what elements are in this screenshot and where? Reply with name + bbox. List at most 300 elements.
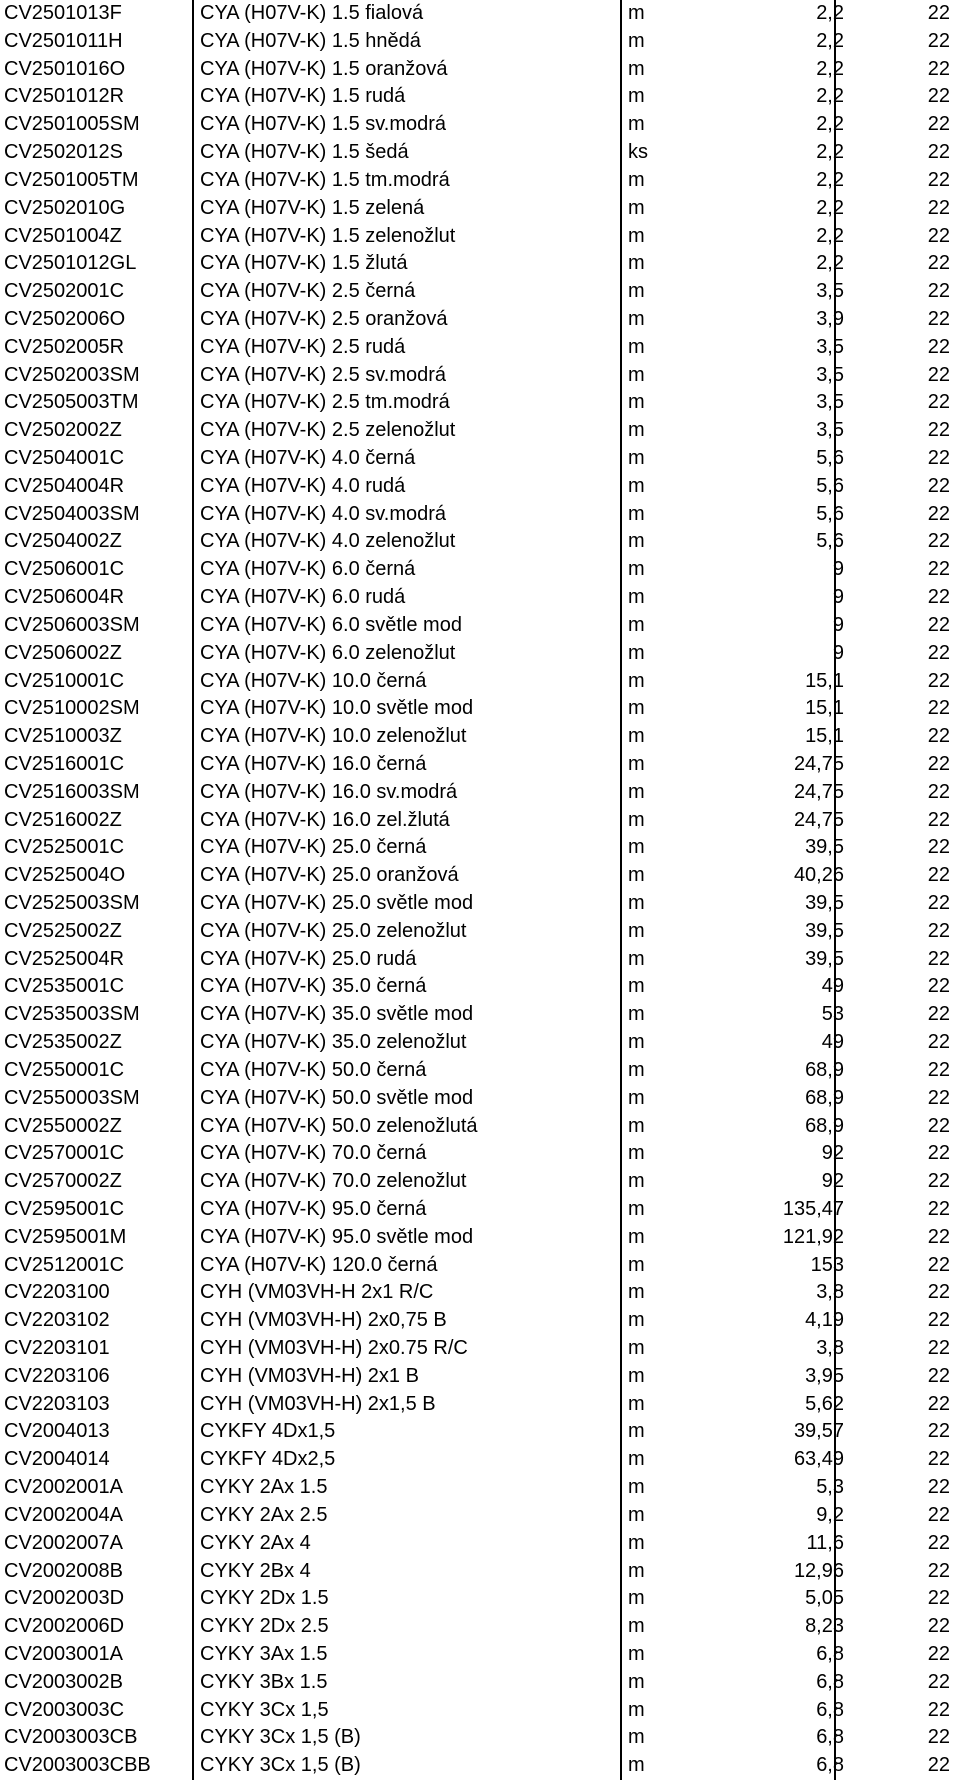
item-code: CV2550002Z xyxy=(4,1114,122,1137)
item-description: CYKY 2Ax 2.5 xyxy=(200,1503,328,1526)
item-unit: m xyxy=(628,1726,645,1749)
item-price: 5,6 xyxy=(816,530,844,553)
item-vat: 22 xyxy=(927,224,950,247)
item-description: CYA (H07V-K) 25.0 oranžová xyxy=(200,864,459,887)
table-row xyxy=(0,1029,960,1057)
item-price: 24,75 xyxy=(793,808,844,831)
item-vat: 22 xyxy=(927,1253,950,1276)
item-description: CYA (H07V-K) 10.0 světle mod xyxy=(200,697,474,720)
item-price: 63,49 xyxy=(793,1448,844,1471)
item-description: CYA (H07V-K) 1.5 zelenožlut xyxy=(200,224,456,247)
item-unit: m xyxy=(628,975,645,998)
item-vat: 22 xyxy=(927,1003,950,1026)
item-code: CV2002006D xyxy=(4,1615,125,1638)
item-code: CV2502001C xyxy=(4,280,125,303)
table-row xyxy=(0,807,960,835)
item-vat: 22 xyxy=(927,1364,950,1387)
item-description: CYA (H07V-K) 10.0 zelenožlut xyxy=(200,725,467,748)
table-row xyxy=(0,1585,960,1613)
item-description: CYA (H07V-K) 1.5 hnědá xyxy=(200,29,421,52)
item-price: 68,9 xyxy=(805,1058,844,1081)
table-row xyxy=(0,1558,960,1586)
table-row xyxy=(0,1140,960,1168)
item-unit: m xyxy=(628,1559,645,1582)
table-row xyxy=(0,640,960,668)
item-price: 3,8 xyxy=(816,1337,844,1359)
item-unit: m xyxy=(628,252,645,275)
table-row xyxy=(0,946,960,974)
item-vat: 22 xyxy=(927,252,950,275)
table-row xyxy=(0,0,960,28)
item-price: 5,05 xyxy=(805,1587,844,1610)
item-description: CYH (VM03VH-H) 2x1,5 B xyxy=(200,1392,436,1415)
item-code: CV2502006O xyxy=(4,307,126,330)
table-row xyxy=(0,1391,960,1419)
item-unit: m xyxy=(628,1476,645,1499)
item-description: CYKY 2Dx 2.5 xyxy=(200,1615,329,1638)
item-price: 68,9 xyxy=(805,1114,844,1137)
item-vat: 22 xyxy=(927,725,950,748)
table-row xyxy=(0,278,960,306)
item-code: CV2506003SM xyxy=(4,613,140,636)
item-vat: 22 xyxy=(927,1698,950,1721)
table-row xyxy=(0,1669,960,1697)
item-unit: m xyxy=(628,1503,645,1526)
item-unit: m xyxy=(628,1114,645,1137)
item-vat: 22 xyxy=(927,586,950,609)
item-unit: m xyxy=(628,1364,645,1387)
item-vat: 22 xyxy=(927,530,950,553)
table-row xyxy=(0,501,960,529)
item-vat: 22 xyxy=(927,697,950,720)
item-unit: m xyxy=(628,447,645,469)
item-vat: 22 xyxy=(927,1503,950,1526)
item-unit: m xyxy=(628,1309,645,1332)
table-row xyxy=(0,1307,960,1335)
item-unit: m xyxy=(628,502,645,525)
item-price: 12,96 xyxy=(793,1559,844,1582)
item-vat: 22 xyxy=(927,168,950,191)
item-vat: 22 xyxy=(927,1531,950,1554)
item-description: CYA (H07V-K) 6.0 zelenožlut xyxy=(200,641,456,664)
item-unit: m xyxy=(628,474,645,497)
table-row xyxy=(0,111,960,139)
item-description: CYKY 2Ax 1.5 xyxy=(200,1476,328,1499)
item-description: CYA (H07V-K) 25.0 rudá xyxy=(200,947,417,970)
item-description: CYA (H07V-K) 1.5 oranžová xyxy=(200,57,448,80)
item-description: CYKFY 4Dx2,5 xyxy=(200,1448,336,1471)
item-description: CYA (H07V-K) 2.5 černá xyxy=(200,280,416,303)
item-price: 5,62 xyxy=(805,1392,844,1415)
item-price: 121,92 xyxy=(782,1225,844,1248)
item-unit: m xyxy=(628,586,645,609)
item-vat: 22 xyxy=(927,1726,950,1749)
item-unit: m xyxy=(628,1197,645,1220)
item-description: CYA (H07V-K) 1.5 rudá xyxy=(200,85,406,108)
item-vat: 22 xyxy=(927,57,950,80)
item-price: 49 xyxy=(821,1031,844,1054)
item-code: CV2595001M xyxy=(4,1225,127,1248)
item-description: CYH (VM03VH-H) 2x1 B xyxy=(200,1364,419,1387)
table-row xyxy=(0,1252,960,1280)
item-price: 9 xyxy=(832,586,844,609)
item-description: CYH (VM03VH-H) 2x0,75 B xyxy=(200,1309,447,1332)
item-vat: 22 xyxy=(927,419,950,442)
item-vat: 22 xyxy=(927,1476,950,1499)
item-description: CYKY 3Ax 1.5 xyxy=(200,1642,328,1665)
item-unit: m xyxy=(628,224,645,247)
table-row xyxy=(0,473,960,501)
item-vat: 22 xyxy=(927,363,950,386)
item-description: CYA (H07V-K) 95.0 černá xyxy=(200,1197,427,1220)
item-price: 2,2 xyxy=(816,168,844,191)
table-row xyxy=(0,1724,960,1752)
item-vat: 22 xyxy=(927,2,950,24)
item-price: 2,2 xyxy=(816,252,844,275)
item-code: CV2570002Z xyxy=(4,1170,122,1193)
item-description: CYA (H07V-K) 4.0 zelenožlut xyxy=(200,530,456,553)
item-code: CV2002004A xyxy=(4,1503,123,1526)
item-price: 3,5 xyxy=(816,335,844,358)
item-unit: m xyxy=(628,1253,645,1276)
item-price: 5,6 xyxy=(816,447,844,469)
item-unit: m xyxy=(628,613,645,636)
item-unit: m xyxy=(628,1225,645,1248)
item-description: CYA (H07V-K) 10.0 černá xyxy=(200,669,427,692)
item-price: 2,2 xyxy=(816,113,844,136)
item-description: CYA (H07V-K) 1.5 šedá xyxy=(200,141,409,164)
item-unit: m xyxy=(628,1670,645,1693)
item-vat: 22 xyxy=(927,1170,950,1193)
item-code: CV2550001C xyxy=(4,1058,125,1081)
table-row xyxy=(0,612,960,640)
item-unit: m xyxy=(628,1420,645,1443)
item-unit: m xyxy=(628,1642,645,1665)
item-unit: m xyxy=(628,280,645,303)
item-unit: m xyxy=(628,1031,645,1054)
item-vat: 22 xyxy=(927,892,950,914)
item-price: 3,8 xyxy=(816,1281,844,1304)
item-unit: m xyxy=(628,669,645,692)
item-price: 2,2 xyxy=(816,85,844,108)
item-vat: 22 xyxy=(927,1058,950,1081)
item-price: 9,2 xyxy=(816,1503,844,1526)
item-vat: 22 xyxy=(927,1142,950,1165)
item-vat: 22 xyxy=(927,1337,950,1359)
item-description: CYA (H07V-K) 25.0 světle mod xyxy=(200,892,474,914)
table-row xyxy=(0,1752,960,1780)
item-vat: 22 xyxy=(927,474,950,497)
item-unit: m xyxy=(628,1448,645,1471)
item-vat: 22 xyxy=(927,919,950,942)
item-code: CV2506004R xyxy=(4,586,125,609)
item-code: CV2525004O xyxy=(4,864,126,887)
item-unit: m xyxy=(628,29,645,52)
item-vat: 22 xyxy=(927,335,950,358)
item-code: CV2501004Z xyxy=(4,224,122,247)
item-price: 2,2 xyxy=(816,2,844,24)
item-vat: 22 xyxy=(927,280,950,303)
item-code: CV2203103 xyxy=(4,1392,110,1415)
item-description: CYA (H07V-K) 2.5 rudá xyxy=(200,335,406,358)
item-price: 5,3 xyxy=(816,1476,844,1499)
item-description: CYA (H07V-K) 50.0 zelenožlutá xyxy=(200,1114,478,1137)
item-description: CYA (H07V-K) 2.5 sv.modrá xyxy=(200,363,447,386)
item-description: CYA (H07V-K) 1.5 fialová xyxy=(200,2,424,24)
item-code: CV2504003SM xyxy=(4,502,140,525)
item-price: 15,1 xyxy=(805,669,844,692)
table-row xyxy=(0,862,960,890)
item-vat: 22 xyxy=(927,447,950,469)
item-price: 39,5 xyxy=(805,919,844,942)
item-code: CV2535002Z xyxy=(4,1031,122,1054)
item-unit: m xyxy=(628,1142,645,1165)
item-price: 3,5 xyxy=(816,419,844,442)
item-unit: m xyxy=(628,57,645,80)
item-code: CV2203106 xyxy=(4,1364,110,1387)
item-code: CV2535003SM xyxy=(4,1003,140,1026)
item-price: 9 xyxy=(832,613,844,636)
item-unit: m xyxy=(628,836,645,859)
table-row xyxy=(0,417,960,445)
item-price: 9 xyxy=(832,558,844,581)
table-row xyxy=(0,362,960,390)
item-unit: ks xyxy=(628,141,648,164)
item-description: CYH (VM03VH-H) 2x0.75 R/C xyxy=(200,1337,468,1359)
item-unit: m xyxy=(628,1170,645,1193)
item-description: CYA (H07V-K) 70.0 černá xyxy=(200,1142,427,1165)
item-code: CV2501011H xyxy=(4,29,123,52)
table-row xyxy=(0,334,960,362)
table-row xyxy=(0,890,960,918)
item-code: CV2502003SM xyxy=(4,363,140,386)
item-price: 68,9 xyxy=(805,1086,844,1109)
item-price: 92 xyxy=(821,1170,844,1193)
item-price: 3,9 xyxy=(816,307,844,330)
item-code: CV2003003CBB xyxy=(4,1754,151,1777)
item-description: CYA (H07V-K) 16.0 sv.modrá xyxy=(200,780,458,803)
item-price: 2,2 xyxy=(816,29,844,52)
item-price: 5,6 xyxy=(816,502,844,525)
table-row xyxy=(0,584,960,612)
item-code: CV2501012R xyxy=(4,85,125,108)
item-vat: 22 xyxy=(927,1559,950,1582)
item-unit: m xyxy=(628,1086,645,1109)
item-vat: 22 xyxy=(927,752,950,775)
table-row xyxy=(0,1001,960,1029)
table-row xyxy=(0,195,960,223)
item-price: 6,8 xyxy=(816,1754,844,1777)
item-description: CYA (H07V-K) 70.0 zelenožlut xyxy=(200,1170,467,1193)
item-unit: m xyxy=(628,892,645,914)
item-unit: m xyxy=(628,307,645,330)
item-code: CV2550003SM xyxy=(4,1086,140,1109)
item-code: CV2501005TM xyxy=(4,168,139,191)
item-code: CV2516002Z xyxy=(4,808,122,831)
item-vat: 22 xyxy=(927,780,950,803)
item-vat: 22 xyxy=(927,141,950,164)
item-code: CV2502005R xyxy=(4,335,125,358)
table-row xyxy=(0,834,960,862)
item-code: CV2004014 xyxy=(4,1448,110,1471)
item-price: 92 xyxy=(821,1142,844,1165)
item-code: CV2501016O xyxy=(4,57,126,80)
item-price: 6,8 xyxy=(816,1670,844,1693)
item-vat: 22 xyxy=(927,669,950,692)
item-description: CYKY 2Bx 4 xyxy=(200,1559,311,1582)
table-row xyxy=(0,250,960,278)
table-row xyxy=(0,306,960,334)
item-price: 2,2 xyxy=(816,141,844,164)
item-price: 6,8 xyxy=(816,1642,844,1665)
item-vat: 22 xyxy=(927,1197,950,1220)
table-row xyxy=(0,1224,960,1252)
item-description: CYA (H07V-K) 16.0 zel.žlutá xyxy=(200,808,450,831)
item-code: CV2004013 xyxy=(4,1420,110,1443)
item-description: CYKY 3Cx 1,5 (B) xyxy=(200,1754,361,1777)
item-code: CV2502010G xyxy=(4,196,126,219)
item-code: CV2516001C xyxy=(4,752,125,775)
table-row xyxy=(0,1613,960,1641)
item-price: 2,2 xyxy=(816,57,844,80)
table-row xyxy=(0,779,960,807)
table-row xyxy=(0,83,960,111)
item-price: 8,23 xyxy=(805,1615,844,1638)
item-description: CYA (H07V-K) 35.0 světle mod xyxy=(200,1003,474,1026)
item-code: CV2525004R xyxy=(4,947,125,970)
item-code: CV2525002Z xyxy=(4,919,122,942)
item-unit: m xyxy=(628,168,645,191)
item-unit: m xyxy=(628,1058,645,1081)
item-vat: 22 xyxy=(927,947,950,970)
item-description: CYA (H07V-K) 6.0 rudá xyxy=(200,586,406,609)
item-code: CV2505003TM xyxy=(4,391,139,414)
item-code: CV2003002B xyxy=(4,1670,123,1693)
item-vat: 22 xyxy=(927,613,950,636)
item-unit: m xyxy=(628,1698,645,1721)
item-code: CV2501012GL xyxy=(4,252,137,275)
table-row xyxy=(0,723,960,751)
item-vat: 22 xyxy=(927,307,950,330)
table-row xyxy=(0,1446,960,1474)
table-row xyxy=(0,1474,960,1502)
item-code: CV2002003D xyxy=(4,1587,125,1610)
item-vat: 22 xyxy=(927,1615,950,1638)
item-price: 39,5 xyxy=(805,947,844,970)
item-price: 11,6 xyxy=(806,1531,844,1554)
table-row xyxy=(0,1418,960,1446)
table-row xyxy=(0,1168,960,1196)
item-unit: m xyxy=(628,1337,645,1359)
item-price: 153 xyxy=(810,1253,844,1276)
item-vat: 22 xyxy=(927,1642,950,1665)
table-row xyxy=(0,668,960,696)
item-code: CV2502012S xyxy=(4,141,123,164)
item-vat: 22 xyxy=(927,1392,950,1415)
item-code: CV2003003C xyxy=(4,1698,125,1721)
item-description: CYKFY 4Dx1,5 xyxy=(200,1420,336,1443)
item-unit: m xyxy=(628,864,645,887)
item-vat: 22 xyxy=(927,1309,950,1332)
item-price: 5,6 xyxy=(816,474,844,497)
item-code: CV2002007A xyxy=(4,1531,123,1554)
item-unit: m xyxy=(628,752,645,775)
item-description: CYA (H07V-K) 1.5 žlutá xyxy=(200,252,408,275)
item-price: 3,95 xyxy=(805,1364,844,1387)
table-row xyxy=(0,56,960,84)
item-code: CV2003001A xyxy=(4,1642,123,1665)
item-description: CYA (H07V-K) 50.0 černá xyxy=(200,1058,427,1081)
item-vat: 22 xyxy=(927,1587,950,1610)
item-unit: m xyxy=(628,530,645,553)
item-description: CYKY 3Cx 1,5 xyxy=(200,1698,329,1721)
item-description: CYA (H07V-K) 6.0 světle mod xyxy=(200,613,462,636)
item-unit: m xyxy=(628,363,645,386)
table-row xyxy=(0,28,960,56)
item-unit: m xyxy=(628,780,645,803)
item-price: 49 xyxy=(821,975,844,998)
item-vat: 22 xyxy=(927,1281,950,1304)
item-price: 39,5 xyxy=(805,892,844,914)
item-price: 2,2 xyxy=(816,196,844,219)
item-code: CV2525001C xyxy=(4,836,125,859)
table-row xyxy=(0,918,960,946)
table-row xyxy=(0,1113,960,1141)
item-vat: 22 xyxy=(927,1670,950,1693)
item-vat: 22 xyxy=(927,641,950,664)
item-vat: 22 xyxy=(927,196,950,219)
item-description: CYA (H07V-K) 35.0 černá xyxy=(200,975,427,998)
item-code: CV2501005SM xyxy=(4,113,140,136)
item-code: CV2512001C xyxy=(4,1253,125,1276)
item-vat: 22 xyxy=(927,1114,950,1137)
item-vat: 22 xyxy=(927,1086,950,1109)
table-row xyxy=(0,556,960,584)
table-row xyxy=(0,1057,960,1085)
item-unit: m xyxy=(628,1587,645,1610)
item-vat: 22 xyxy=(927,85,950,108)
item-description: CYKY 2Ax 4 xyxy=(200,1531,311,1554)
item-description: CYKY 3Bx 1.5 xyxy=(200,1670,328,1693)
item-description: CYA (H07V-K) 25.0 zelenožlut xyxy=(200,919,467,942)
item-code: CV2502002Z xyxy=(4,419,122,442)
item-price: 3,5 xyxy=(816,391,844,414)
item-unit: m xyxy=(628,335,645,358)
item-vat: 22 xyxy=(927,1420,950,1443)
item-description: CYA (H07V-K) 1.5 tm.modrá xyxy=(200,168,450,191)
table-row xyxy=(0,1697,960,1725)
item-code: CV2002001A xyxy=(4,1476,123,1499)
item-price: 3,5 xyxy=(816,280,844,303)
item-description: CYA (H07V-K) 1.5 sv.modrá xyxy=(200,113,447,136)
item-unit: m xyxy=(628,1754,645,1777)
item-description: CYA (H07V-K) 4.0 rudá xyxy=(200,474,406,497)
item-price: 6,8 xyxy=(816,1726,844,1749)
item-code: CV2504004R xyxy=(4,474,125,497)
item-unit: m xyxy=(628,196,645,219)
item-price: 135,47 xyxy=(782,1197,844,1220)
item-code: CV2203102 xyxy=(4,1309,110,1332)
item-price: 6,8 xyxy=(816,1698,844,1721)
item-price: 39,5 xyxy=(805,836,844,859)
item-price: 53 xyxy=(821,1003,844,1026)
table-row xyxy=(0,1502,960,1530)
item-description: CYA (H07V-K) 50.0 světle mod xyxy=(200,1086,474,1109)
table-row xyxy=(0,139,960,167)
item-code: CV2203101 xyxy=(4,1337,110,1359)
item-unit: m xyxy=(628,947,645,970)
table-row xyxy=(0,751,960,779)
